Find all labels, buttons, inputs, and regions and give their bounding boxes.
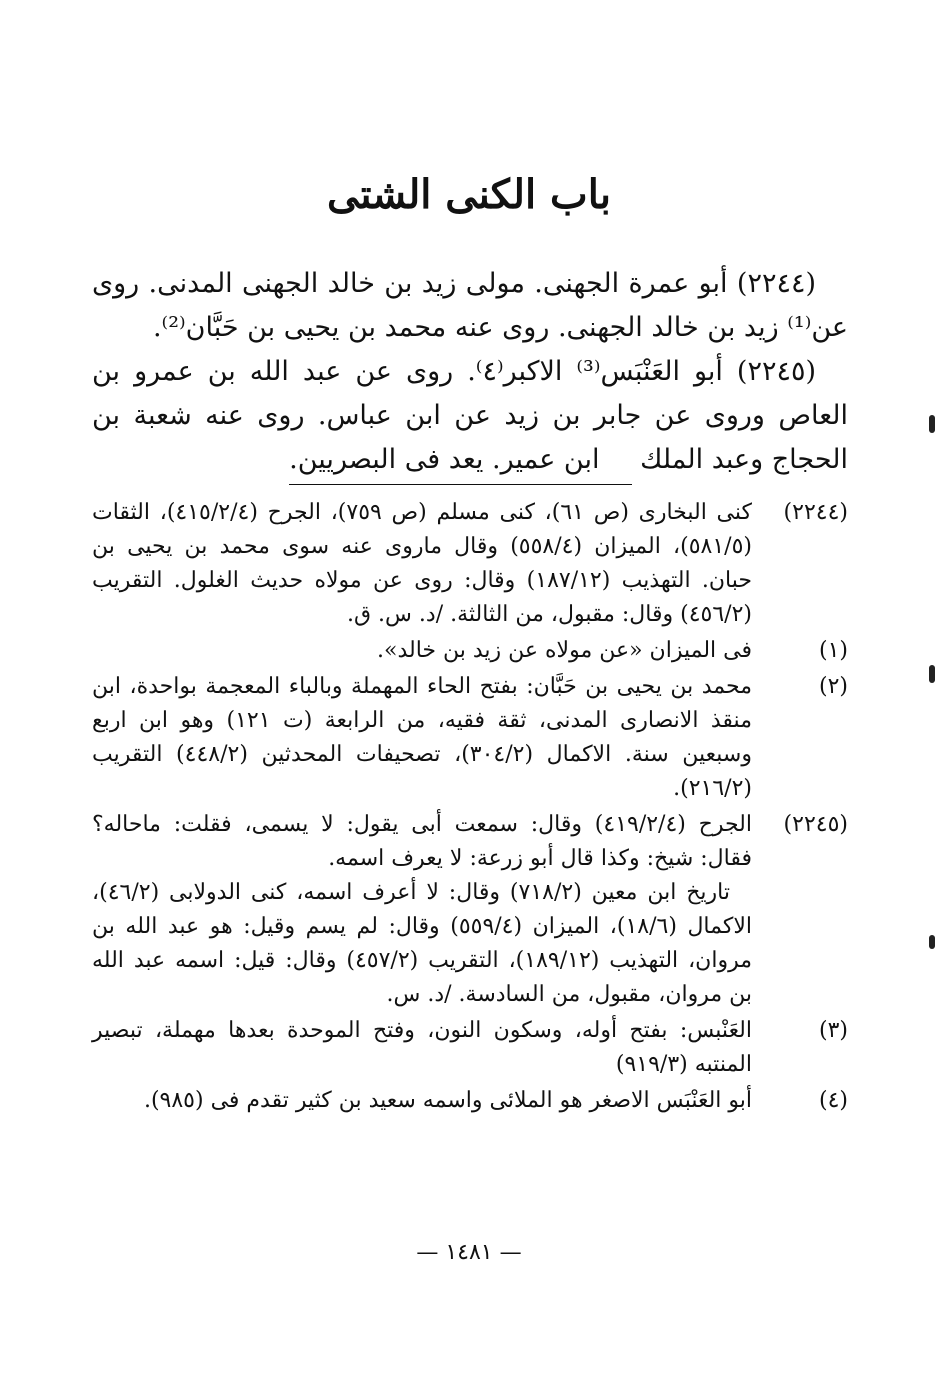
footnote-label: (١) [818,638,848,663]
footnote-paragraph: محمد بن يحيى بن حَبَّان: بفتح الحاء المهملة وبالباء المعجمة بواحدة، ابن منقذ الانصارى المدنى، ثقة فقيه، من الرابعة (ت ١٢١) وهو ابن اربع وسبعين سنة. الاكمال (٣٠٤/٢)، تصحيفات المحدثين (٤٤٨/٢) التقريب (٢١٦/٢). [92,674,752,801]
footnote-label: (٢٢٤٥) [783,812,848,837]
entry-2245-body: (٢٢٤٥) أبو العَنْبَس⁽³⁾ الاكبر⁽٤⁾. روى عن عبد الله بن عمرو بن العاص وروى عن جابر بن زيد عن ابن عباس. روى عنه شعبة بن الحجاج وعبد الملك [92,356,848,475]
footnote-label: (٤) [818,1088,848,1113]
chapter-title: باب الكنى الشتى [326,171,612,218]
footnote-paragraph: تاريخ ابن معين (٧١٨/٢) وقال: لا أعرف اسمه، كنى الدولابى (٤٦/٢)، الاكمال (١٨/٦)، الميزان (٥٥٩/٤) وقال: لم يسم وقيل: هو عبد الله بن مروان، التهذيب (١٨٩/١٢)، التقريب (٤٥٧/٢) وقال: قيل: اسمه عبد الله بن مروان، مقبول، من السادسة. /د. س. [92,880,752,1007]
footnote-paragraph: العَنْبس: بفتح أوله، وسكون النون، وفتح الموحدة بعدها مهملة، تبصير المنتبه (٩١٩/٣) [92,1018,752,1077]
footnote-paragraph: الجرح (٤١٩/٢/٤) وقال: سمعت أبى يقول: لا يسمى، فقلت: ماحاله؟ فقال: شيخ: وكذا قال أبو زرعة: لا يعرف اسمه. [92,812,752,871]
footnote-text [92,808,752,1012]
scan-margin-mark [929,935,935,949]
footnote-text [92,634,752,668]
footnote-3 [92,1014,848,1082]
footnote-4 [92,1084,848,1118]
footnote-2244 [92,496,848,632]
entry-2245-last-line: ابن عمير. يعد فى البصريين. [289,438,631,485]
footnote-1 [92,634,848,668]
footnote-text [92,1084,752,1118]
footnote-text [92,1014,752,1082]
footnote-paragraph: أبو العَنْبَس الاصغر هو الملائى واسمه سعيد بن كثير تقدم فى (٩٨٥). [143,1088,752,1113]
entry-2244: (٢٢٤٤) أبو عمرة الجهنى. مولى زيد بن خالد الجهنى المدنى. روى عن⁽¹⁾ زيد بن خالد الجهنى. روى عنه محمد بن يحيى بن حَبَّان⁽²⁾. [92,268,848,343]
footnote-2 [92,670,848,806]
main-text [92,262,848,485]
footnote-2245 [92,808,848,1012]
entry-2245 [92,350,848,485]
footnote-paragraph: فى الميزان «عن مولاه عن زيد بن خالد». [377,638,752,663]
footnotes [92,496,848,1120]
footnote-paragraph: كنى البخارى (ص ٦١)، كنى مسلم (ص ٧٥٩)، الجرح (٤١٥/٢/٤)، الثقات (٥٨١/٥)، الميزان (٥٥٨/٤) وقال ماروى عنه سوى محمد بن يحيى بن حبان. التهذيب (١٨٧/١٢) وقال: روى عن مولاه حديث الغلول. التقريب (٤٥٦/٢) وقال: مقبول، من الثالثة. /د. س. ق. [92,500,753,627]
footnote-label: (٢) [818,674,848,699]
footnote-text [92,496,752,632]
footnote-text [92,670,752,806]
footnote-label: (٢٢٤٤) [783,500,848,525]
scan-margin-mark [929,665,935,683]
footnote-label: (٣) [818,1018,848,1043]
page-number: — ١٤٨١ — [416,1240,522,1265]
scan-margin-mark [929,415,935,433]
